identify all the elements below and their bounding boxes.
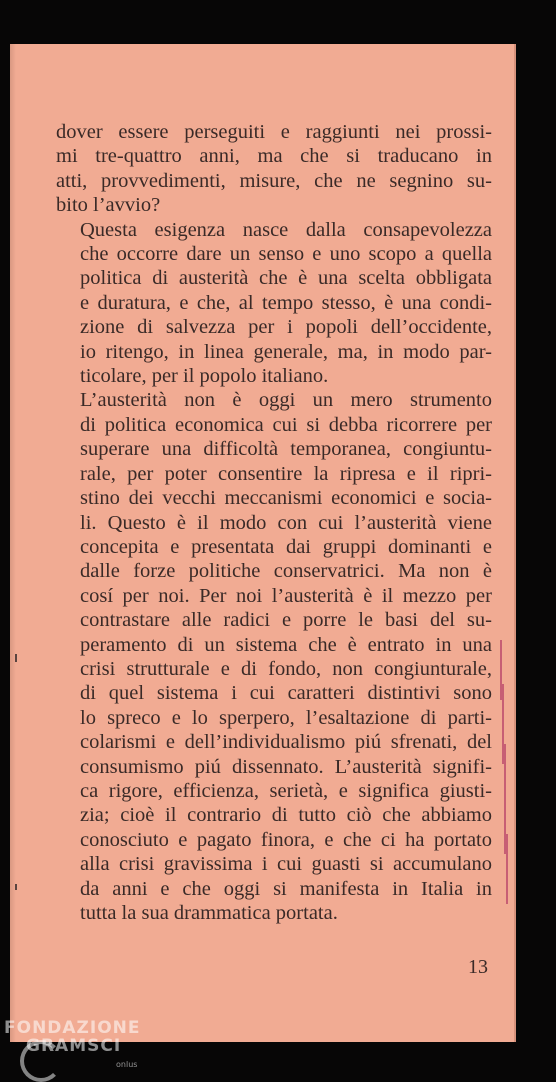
watermark-line2: GRAMSCI: [26, 1036, 122, 1056]
text-line: dover essere perseguiti e raggiunti nei prossi-: [56, 121, 492, 143]
text-line: peramento di un sistema che è entrato in una: [80, 633, 492, 656]
text-line: che occorre dare un senso e uno scopo a quella: [80, 243, 492, 266]
pencil-dot: [15, 884, 17, 890]
paragraph: [56, 120, 492, 218]
text-line: rale, per poter consentire la ripresa e il ripri-: [80, 462, 492, 485]
body-text: [56, 120, 492, 925]
text-line: consumismo piú dissennato. L’austerità signifi-: [80, 755, 492, 778]
text-line: tutta la sua drammatica portata.: [80, 902, 338, 924]
book-page: [10, 44, 516, 1042]
margin-mark: [506, 834, 508, 904]
text-line: zione di salvezza per i popoli dell’occidente,: [80, 316, 492, 339]
page-spine: [10, 44, 16, 1042]
text-line: Questa esigenza nasce dalla consapevolezza: [80, 218, 492, 241]
text-line: crisi strutturale e di fondo, non congiunturale,: [80, 657, 492, 680]
text-line: L’austerità non è oggi un mero strumento: [80, 389, 492, 412]
text-line: contrastare alle radici e porre le basi del su-: [80, 609, 492, 632]
text-line: superare una difficoltà temporanea, congiuntu-: [80, 438, 492, 461]
text-line: lo spreco e lo sperpero, l’esaltazione di parti-: [80, 706, 492, 729]
text-line: e duratura, e che, al tempo stesso, è una condi-: [80, 291, 492, 314]
pencil-dot: [15, 654, 17, 662]
text-line: bito l’avvio?: [56, 194, 161, 217]
text-line: colarismi e dell’individualismo piú sfrenati, del: [80, 731, 492, 754]
text-line: mi tre-quattro anni, ma che si traducano in: [56, 145, 492, 168]
page-number: 13: [468, 956, 488, 978]
text-line: concepita e presentata dai gruppi dominanti e: [80, 535, 492, 558]
text-line: politica di austerità che è una scelta obbligata: [80, 267, 492, 290]
paragraph: [56, 218, 492, 389]
watermark-small: onlus: [116, 1060, 138, 1069]
text-line: da anni e che oggi si manifesta in Italia in: [80, 877, 492, 900]
text-line: di politica economica cui si debba ricorrere per: [80, 413, 492, 436]
watermark-line1: FONDAZIONE: [4, 1018, 141, 1038]
text-line: ticolare, per il popolo italiano.: [80, 365, 329, 388]
text-line: di quel sistema i cui caratteri distintivi sono: [80, 682, 492, 705]
paragraph: [56, 388, 492, 925]
text-line: io ritengo, in linea generale, ma, in modo par-: [80, 340, 492, 363]
text-line: li. Questo è il modo con cui l’austerità viene: [80, 511, 492, 534]
text-line: stino dei vecchi meccanismi economici e socia-: [80, 487, 492, 510]
text-line: zia; cioè il contrario di tutto ciò che abbiamo: [80, 804, 492, 827]
text-line: dalle forze politiche conservatrici. Ma non è: [80, 560, 492, 583]
text-line: atti, provvedimenti, misure, che ne segnino su-: [56, 169, 492, 192]
text-line: ca rigore, efficienza, serietà, e significa giusti-: [80, 779, 492, 802]
watermark-logo-icon: [20, 1040, 62, 1082]
text-line: alla crisi gravissima i cui guasti si accumulano: [80, 853, 492, 876]
text-line: cosí per noi. Per noi l’austerità è il mezzo per: [80, 584, 492, 607]
text-line: conosciuto e pagato finora, e che ci ha portato: [80, 828, 492, 851]
